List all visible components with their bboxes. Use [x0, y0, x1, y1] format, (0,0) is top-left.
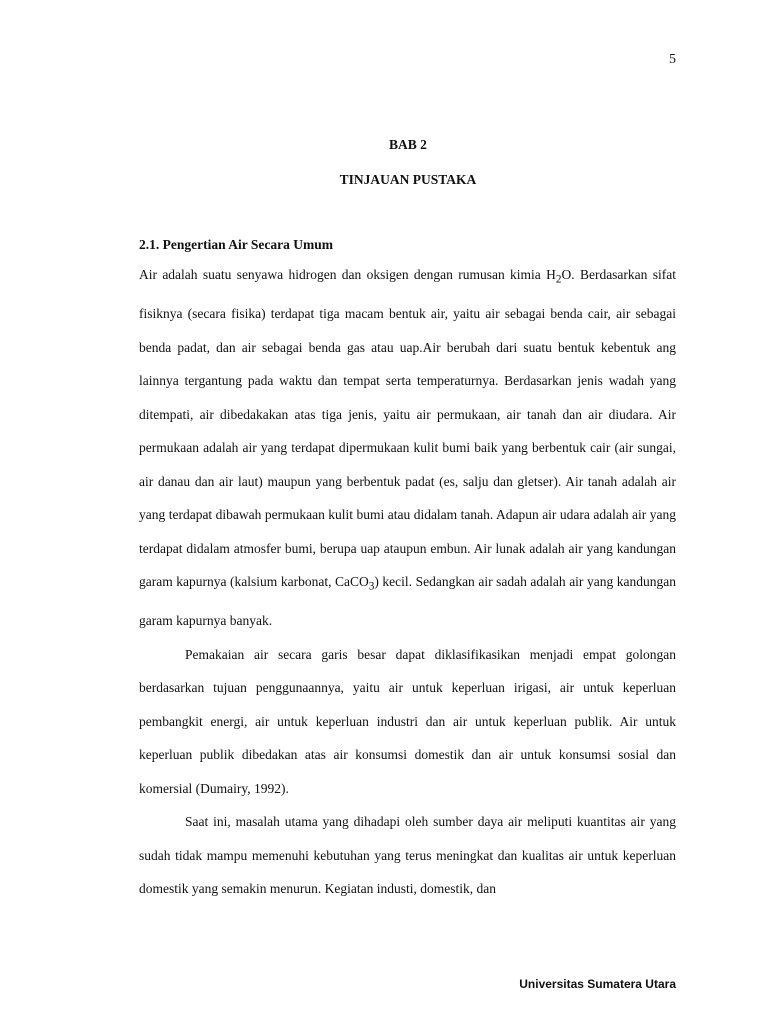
subscript-3: 3	[368, 580, 375, 593]
paragraph-1-part-b: O. Berdasarkan sifat fisiknya (secara fisika) terdapat tiga macam bentuk air, yaitu air sebagai benda cair, air sebagai benda padat, dan air sebagai benda gas atau uap.Air berubah dari suatu bentuk kebentuk ang lainnya tergantung pada waktu dan tempat serta temperaturnya. Berdasarkan jenis wadah yang ditempati, air dibedakakan atas tiga jenis, yaitu air permukaan, air tanah dan air diudara. Air permukaan adalah air yang terdapat dipermukaan kulit bumi baik yang berbentuk cair (air sungai, air danau dan air laut) maupun yang berbentuk padat (es, salju dan gletser). Air tanah adalah air yang terdapat dibawah permukaan kulit bumi atau didalam tanah. Adapun air udara adalah air yang terdapat didalam atmosfer bumi, berupa uap ataupun embun. Air lunak adalah air yang kandungan garam kapurnya (kalsium karbonat, CaCO	[139, 267, 676, 590]
chapter-title: TINJAUAN PUSTAKA	[339, 172, 477, 187]
paragraph-1	[139, 258, 676, 638]
body-text	[139, 258, 676, 906]
section-heading: 2.1. Pengertian Air Secara Umum	[139, 237, 333, 252]
paragraph-2: Pemakaian air secara garis besar dapat diklasifikasikan menjadi empat golongan berdasarkan tujuan penggunaannya, yaitu air untuk keperluan irigasi, air untuk keperluan pembangkit energi, air untuk keperluan industri dan air untuk keperluan publik. Air untuk keperluan publik dibedakan atas air konsumsi domestik dan air untuk konsumsi sosial dan komersial (Dumairy, 1992).	[139, 646, 676, 796]
footer-institution: Universitas Sumatera Utara	[519, 977, 676, 991]
subscript-2: 2	[555, 273, 562, 286]
chapter-label: BAB 2	[389, 137, 427, 152]
paragraph-3: Saat ini, masalah utama yang dihadapi oleh sumber daya air meliputi kuantitas air yang sudah tidak mampu memenuhi kebutuhan yang terus meningkat dan kualitas air untuk keperluan domestik yang semakin menurun. Kegiatan industi, domestik, dan	[139, 814, 676, 897]
paragraph-1-part-a: Air adalah suatu senyawa hidrogen dan oksigen dengan rumusan kimia H	[139, 267, 556, 282]
page-number: 5	[669, 52, 676, 67]
paragraph-1-part-c: ) kecil. Sedangkan air sadah adalah air yang kandungan garam kapurnya banyak.	[139, 574, 676, 629]
